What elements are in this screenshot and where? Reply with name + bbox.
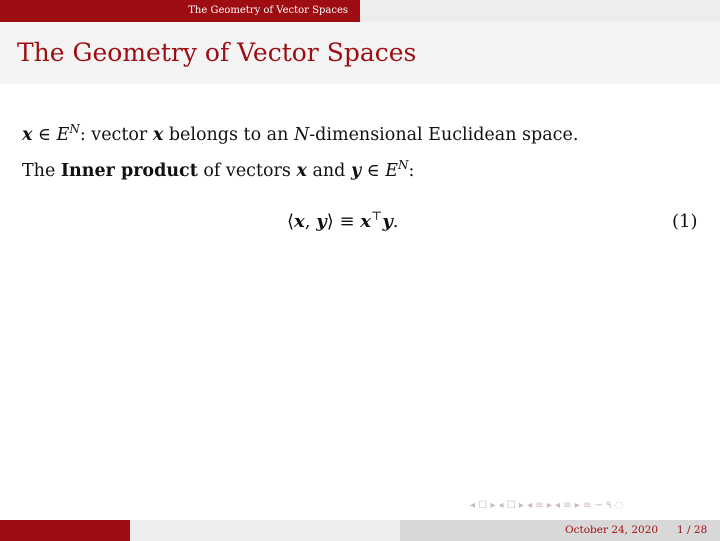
text-segment: belongs to an [163, 125, 294, 145]
space-symbol: E [56, 125, 70, 145]
equation-number: (1) [672, 211, 698, 232]
frame-title-bar [0, 22, 720, 84]
var-x: x [360, 211, 372, 232]
transpose-symbol: ⊤ [371, 209, 383, 223]
var-y: y [350, 161, 362, 181]
definition-line [22, 122, 579, 145]
text-segment: : [408, 161, 415, 181]
var-x: x [152, 125, 164, 145]
footer-date: October 24, 2020 [565, 524, 659, 536]
in-symbol: ∈ [366, 161, 380, 181]
inner-product-line [22, 158, 415, 181]
var-y: y [316, 211, 327, 232]
comma: , [304, 211, 317, 232]
var-y: y [382, 211, 393, 232]
var-n: N [293, 125, 310, 145]
header-bar [0, 0, 720, 22]
navigation-icons[interactable]: ◂ ☐ ▸ ◂ ☐ ▸ ◂ ≡ ▸ ◂ ≡ ▸ ≡ ∽ ٩ ◌ [470, 500, 624, 511]
inner-product-equation [287, 211, 399, 232]
footer-right-block [400, 520, 720, 541]
var-x: x [294, 211, 305, 232]
space-symbol: E [385, 161, 399, 181]
header-section-title[interactable]: The Geometry of Vector Spaces [0, 0, 360, 22]
text-segment: and [306, 161, 351, 181]
inner-product-term: Inner product [60, 161, 198, 181]
space-dimension: N [398, 158, 409, 172]
var-x: x [22, 125, 33, 145]
angle-open: ⟨ [287, 211, 295, 232]
equiv-symbol: ≡ [339, 211, 355, 232]
text-segment: of vectors [197, 161, 297, 181]
page-number: 1 / 28 [677, 524, 708, 536]
text-segment: : vector [79, 125, 153, 145]
period: . [392, 211, 399, 232]
text-segment: -dimensional Euclidean space. [309, 125, 579, 145]
in-symbol: ∈ [38, 125, 51, 145]
footer-left-block [0, 520, 130, 541]
angle-close: ⟩ [326, 211, 334, 232]
space-dimension: N [69, 122, 80, 136]
frame-title: The Geometry of Vector Spaces [17, 38, 417, 67]
var-x: x [296, 161, 307, 181]
footer-mid-block [130, 520, 400, 541]
text-segment: The [22, 161, 61, 181]
